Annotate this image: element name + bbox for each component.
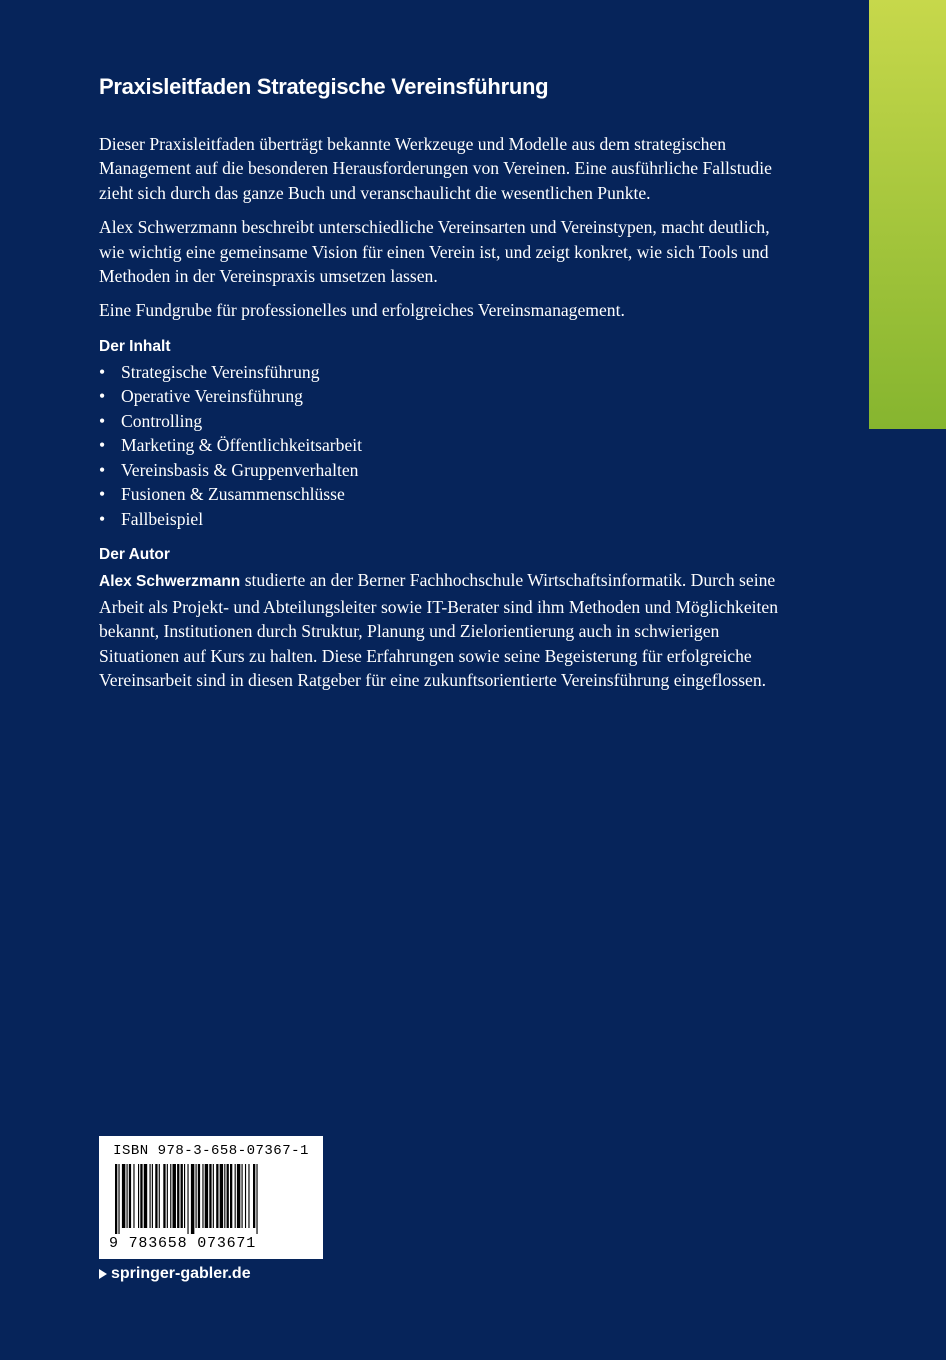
author-name: Alex Schwerzmann [99,573,241,591]
barcode-bar [181,1164,183,1228]
barcode-bar [227,1164,229,1228]
autor-heading: Der Autor [99,546,170,564]
barcode-bar [248,1164,249,1228]
inhalt-heading: Der Inhalt [99,337,171,355]
bullet-icon: • [99,459,106,480]
list-item: • Strategische Vereinsführung [99,360,779,385]
barcode-bar [196,1164,197,1228]
barcode-bar [138,1164,139,1228]
barcode-bar [127,1164,128,1228]
barcode-bar [163,1164,165,1228]
barcode-bar [155,1164,157,1228]
barcode-bar [115,1164,117,1234]
barcode-bar [213,1164,214,1228]
barcode-digits: 9 783658 073671 [109,1235,257,1252]
barcode-bar [122,1164,125,1228]
bullet-icon: • [99,435,106,456]
list-item: • Fallbeispiel [99,507,779,532]
barcode-bar [220,1164,223,1228]
intro-paragraph-2: Alex Schwerzmann beschreibt unterschiedliche Vereinsarten und Vereinstypen, macht deutlich, wie wichtig eine gemeinsame Vision für einen Verein ist, und zeigt konkret, wie sich Tools und Methoden in der Vereinspraxis umsetzen lassen. [99,217,770,287]
barcode-bar [242,1164,243,1228]
intro-paragraph-3: Eine Fundgrube für professionelles und erfolgreiches Vereinsmanagement. [99,300,625,321]
green-accent-bar [869,0,946,429]
author-bio-text: studierte an der Berner Fachhochschule Wirtschaftsinformatik. Durch seine Arbeit als Projekt- und Abteilungsleiter sowie IT-Berater sind ihm Methoden und Möglichkeiten bekannt, Institutionen durch Struktur, Planung und Zielorientierung auch in schwierigen Situationen auf Kurs zu halten. Diese Erfahrungen sowie seine Begeisterung für erfolgreiche Vereinsarbeit sind in diesen Ratgeber für eine zukunftsorientierte Vereinsführung eingeflossen. [99,570,779,690]
isbn-label: ISBN 978-3-658-07367-1 [113,1143,309,1159]
barcode-bar [253,1164,255,1228]
barcode-bar [237,1164,240,1228]
barcode-bars [113,1164,313,1234]
barcode-bar [167,1164,168,1228]
barcode-bar [173,1164,176,1228]
barcode-bar [184,1164,185,1228]
barcode-bar [209,1164,211,1228]
barcode-bar [191,1164,194,1234]
barcode-bar [202,1164,203,1228]
barcode-bar [118,1164,119,1234]
intro-paragraph-1: Dieser Praxisleitfaden überträgt bekannte Werkzeuge und Modelle aus dem strategischen Management auf die besonderen Herausforderungen von Vereinen. Eine ausführliche Fallstudie zieht sich durch das ganze Buch und veranschaulicht die wesentlichen Punkte. [99,134,772,203]
barcode-bar [216,1164,218,1228]
book-title: Praxisleitfaden Strategische Vereinsführung [99,74,549,99]
barcode-bar [230,1164,232,1228]
bullet-icon: • [99,484,106,505]
barcode-bar [133,1164,134,1228]
barcode-bar [224,1164,225,1228]
barcode-bar [159,1164,160,1228]
barcode-bar [205,1164,208,1228]
isbn-barcode [99,1136,323,1259]
bullet-icon: • [99,386,106,407]
barcode-bar [140,1164,142,1228]
list-item: • Controlling [99,409,779,434]
barcode-bar [198,1164,200,1228]
list-item: • Fusionen & Zusammenschlüsse [99,482,779,507]
barcode-bar [177,1164,179,1228]
bullet-icon: • [99,508,106,529]
list-item: • Operative Vereinsführung [99,384,779,409]
arrow-right-icon [99,1269,107,1279]
bullet-icon: • [99,361,106,382]
barcode-bar [245,1164,246,1228]
autor-bio [99,568,779,692]
barcode-bar [152,1164,153,1228]
inhalt-list [99,360,779,532]
barcode-bar [150,1164,151,1228]
barcode-bar [256,1164,257,1234]
barcode-bar [170,1164,171,1228]
website-label: springer-gabler.de [111,1265,251,1282]
barcode-bar [129,1164,131,1228]
back-cover-content [99,72,779,702]
list-item: • Marketing & Öffentlichkeitsarbeit [99,433,779,458]
publisher-website[interactable] [99,1265,251,1283]
bullet-icon: • [99,410,106,431]
barcode-bar [187,1164,188,1234]
list-item: • Vereinsbasis & Gruppenverhalten [99,458,779,483]
barcode-bar [144,1164,147,1228]
barcode-bar [235,1164,236,1228]
